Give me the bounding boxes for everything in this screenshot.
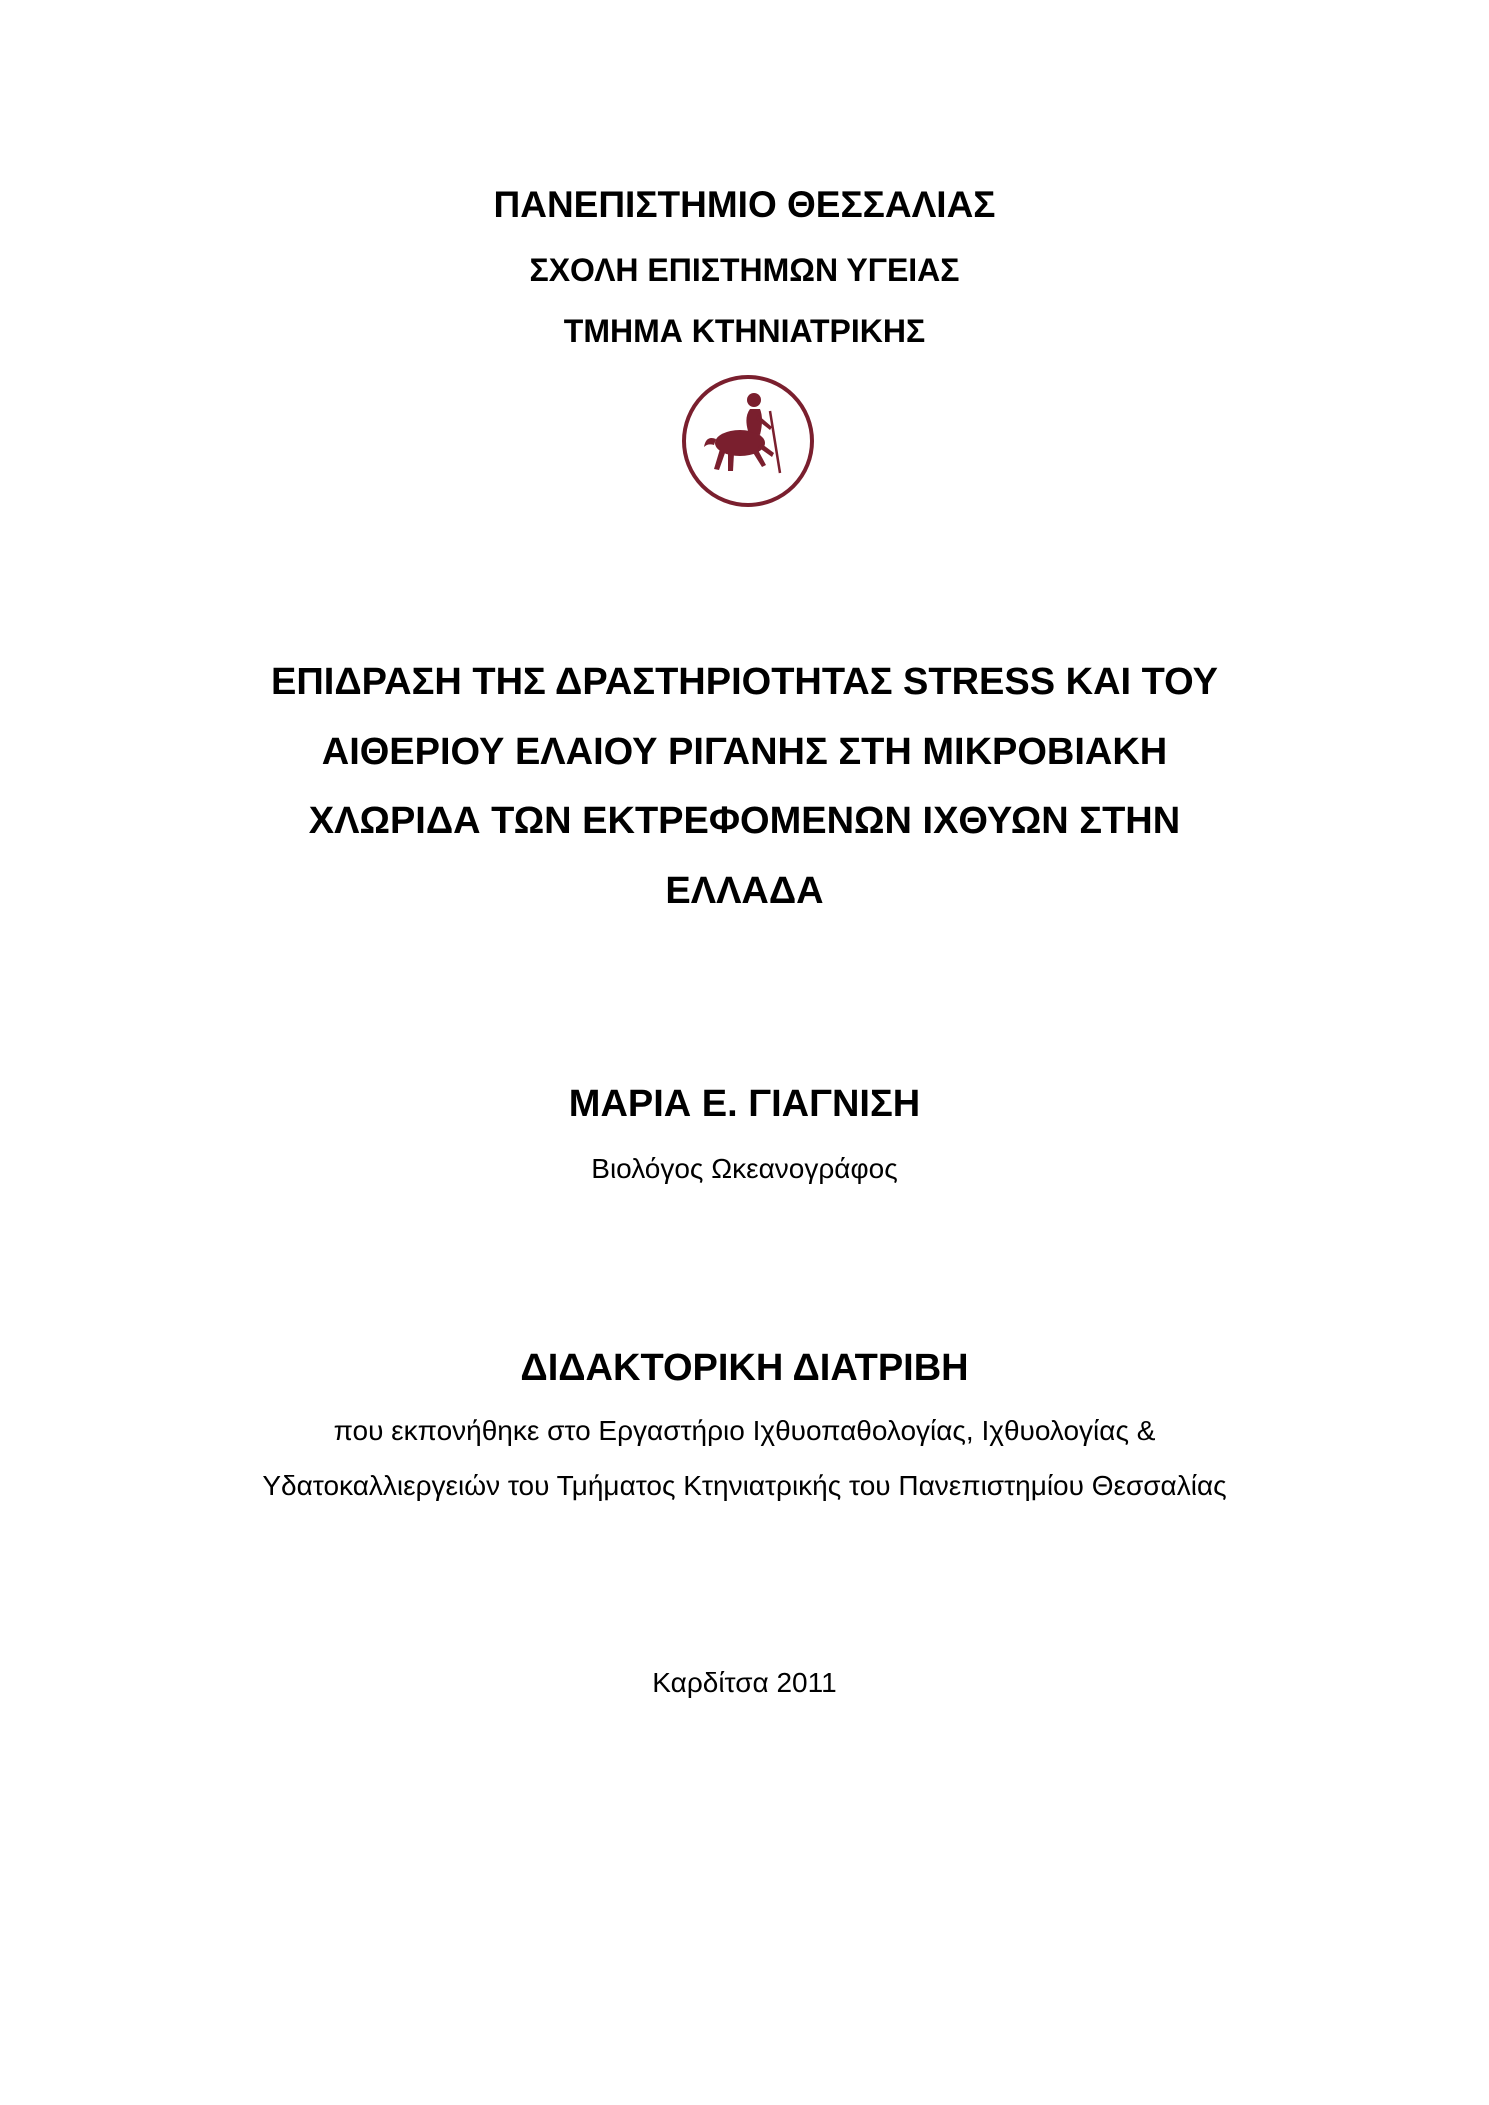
thesis-title-line: ΧΛΩΡΙΔΑ ΤΩΝ ΕΚΤΡΕΦΟΜΕΝΩΝ ΙΧΘΥΩΝ ΣΤΗΝ (308, 800, 1181, 842)
author-profession: Βιολόγος Ωκεανογράφος (591, 1153, 898, 1184)
thesis-title-line: ΕΠΙΔΡΑΣΗ ΤΗΣ ΔΡΑΣΤΗΡΙΟΤΗΤΑΣ STRESS ΚΑΙ ΤΟΥ (270, 661, 1219, 703)
thesis-description-line: που εκπονήθηκε στο Εργαστήριο Ιχθυοπαθολογίας, Ιχθυολογίας & (333, 1415, 1156, 1446)
thesis-type: ΔΙΔΑΚΤΟΡΙΚΗ ΔΙΑΤΡΙΒΗ (520, 1347, 969, 1389)
department-name: ΤΜΗΜΑ ΚΤΗΝΙΑΤΡΙΚΗΣ (563, 313, 926, 349)
place-and-year: Καρδίτσα 2011 (652, 1667, 837, 1698)
centaur-seal-icon (680, 373, 816, 509)
thesis-description-line: Υδατοκαλλιεργειών του Τμήματος Κτηνιατρικής του Πανεπιστημίου Θεσσαλίας (262, 1470, 1227, 1501)
thesis-title-line: ΑΙΘΕΡΙΟΥ ΕΛΑΙΟΥ ΡΙΓΑΝΗΣ ΣΤΗ ΜΙΚΡΟΒΙΑΚΗ (321, 731, 1168, 773)
university-name: ΠΑΝΕΠΙΣΤΗΜΙΟ ΘΕΣΣΑΛΙΑΣ (493, 184, 996, 225)
school-name: ΣΧΟΛΗ ΕΠΙΣΤΗΜΩΝ ΥΓΕΙΑΣ (529, 252, 960, 288)
author-name: ΜΑΡΙΑ Ε. ΓΙΑΓΝΙΣΗ (568, 1083, 921, 1125)
thesis-title-line: ΕΛΛΑΔΑ (665, 870, 824, 912)
